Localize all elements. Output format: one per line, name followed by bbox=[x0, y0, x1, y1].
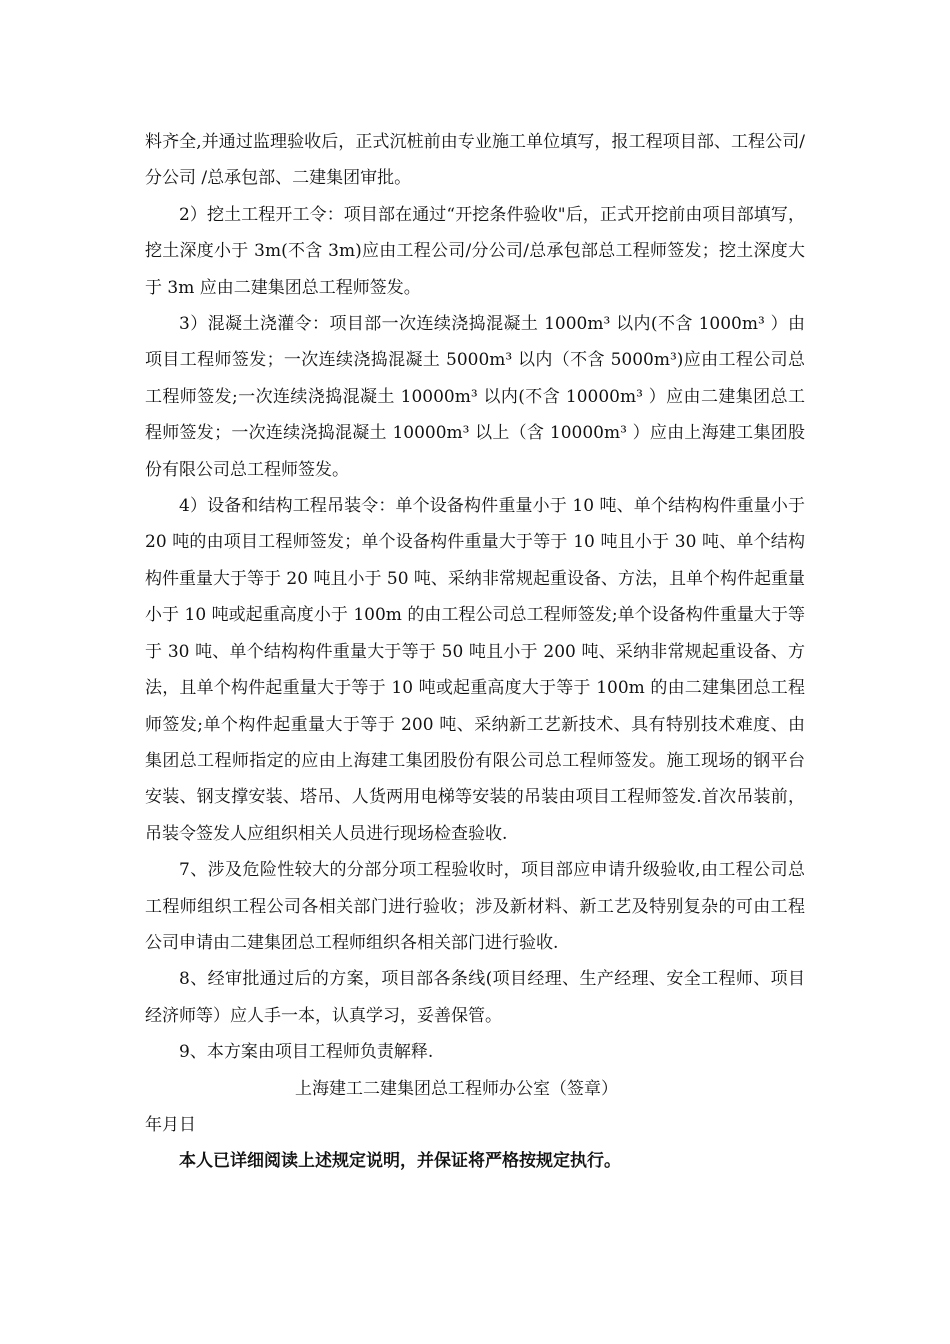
paragraph-continuation: 料齐全,并通过监理验收后，正式沉桩前由专业施工单位填写，报工程项目部、工程公司/分公司 /总承包部、二建集团审批。 bbox=[145, 132, 805, 189]
signature-office: 上海建工二建集团总工程师办公室（签章） bbox=[295, 1078, 618, 1099]
paragraph-concrete-pouring-order: 3）混凝土浇灌令：项目部一次连续浇捣混凝土 1000m³ 以内(不含 1000m³ ）由项目工程师签发；一次连续浇捣混凝土 5000m³ 以内（不含 5000m³)应由工程公司总工程师签发;一次连续浇捣混凝土 10000m³ 以内(不含 10000m³ ）应由二建集团总工程师签发；一次连续浇捣混凝土 10000m³ 以上（含 10000m³ ）应由上海建工集团股份有限公司总工程师签发。 bbox=[145, 314, 805, 480]
paragraph-item-8: 8、经审批通过后的方案，项目部各条线(项目经理、生产经理、安全工程师、项目经济师等）应人手一本，认真学习，妥善保管。 bbox=[145, 969, 805, 1026]
paragraph-item-7: 7、涉及危险性较大的分部分项工程验收时，项目部应申请升级验收,由工程公司总工程师组织工程公司各相关部门进行验收；涉及新材料、新工艺及特别复杂的可由工程公司申请由二建集团总工程师组织各相关部门进行验收. bbox=[145, 860, 805, 953]
signature-date: 年月日 bbox=[145, 1114, 196, 1135]
document-page bbox=[145, 124, 805, 1180]
paragraph-item-9: 9、本方案由项目工程师负责解释. bbox=[179, 1042, 434, 1063]
paragraph-excavation-order: 2）挖土工程开工令：项目部在通过“开挖条件验收"后，正式开挖前由项目部填写，挖土深度小于 3m(不含 3m)应由工程公司/分公司/总承包部总工程师签发；挖土深度大于 3m 应由二建集团总工程师签发。 bbox=[145, 204, 805, 298]
pledge-statement: 本人已详细阅读上述规定说明，并保证将严格按规定执行。 bbox=[179, 1151, 621, 1172]
paragraph-lifting-order: 4）设备和结构工程吊装令：单个设备构件重量小于 10 吨、单个结构构件重量小于 20 吨的由项目工程师签发；单个设备构件重量大于等于 10 吨且小于 30 吨、单个结构构件重量大于等于 20 吨且小于 50 吨、采纳非常规起重设备、方法，且单个构件起重量小于 10 吨或起重高度小于 100m 的由工程公司总工程师签发;单个设备构件重量大于等于 30 吨、单个结构构件重量大于等于 50 吨且小于 200 吨、采纳非常规起重设备、方法，且单个构件起重量大于等于 10 吨或起重高度大于等于 100m 的由二建集团总工程师签发;单个构件起重量大于等于 200 吨、采纳新工艺新技术、具有特别技术难度、由集团总工程师指定的应由上海建工集团股份有限公司总工程师签发。施工现场的钢平台安装、钢支撑安装、塔吊、人货两用电梯等安装的吊装由项目工程师签发.首次吊装前，吊装令签发人应组织相关人员进行现场检查验收. bbox=[145, 496, 805, 844]
